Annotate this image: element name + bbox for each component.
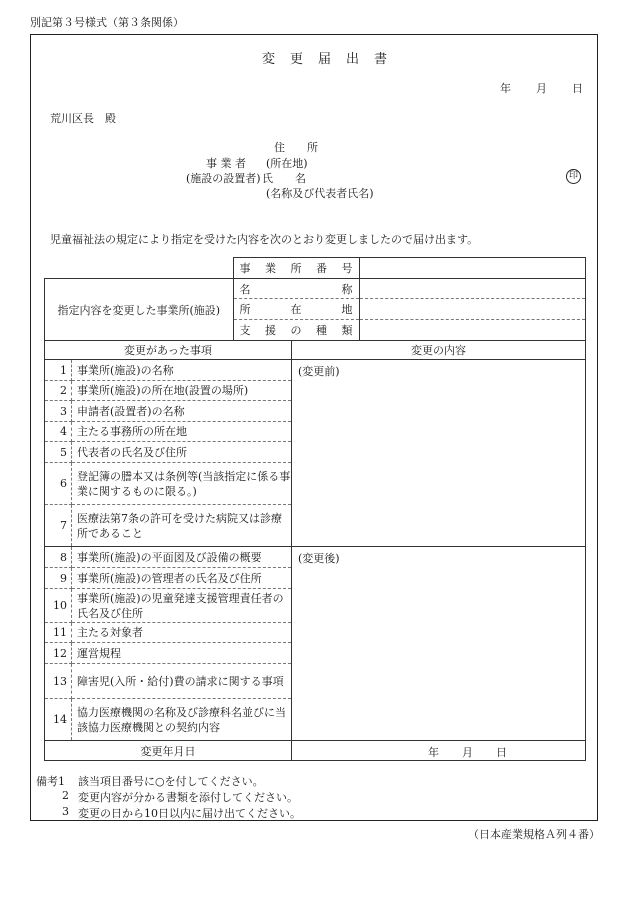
change-item-text: 協力医療機関の名称及び診療科名並びに当該協力医療機関との契約内容 [72,699,292,741]
facility-label-char: 所 [290,262,302,275]
note-text: 変更内容が分かる書類を添付してください。 [78,791,298,804]
change-item-text: 障害児(入所・給付)費の請求に関する事項 [72,664,292,699]
change-before-label: (変更前) [298,365,340,378]
change-item-number[interactable]: 7 [45,505,72,547]
change-date-year: 年 [428,746,439,759]
changes-content-header: 変更の内容 [292,341,586,360]
facility-label-char: 事 [239,262,251,275]
facility-label-char: 在 [290,303,302,316]
change-item-text: 事業所(施設)の平面図及び設備の概要 [72,547,292,568]
installer-label: (施設の設置者) [186,172,261,185]
facility-label-char: 種 [316,324,327,337]
change-item-text: 事業所(施設)の名称 [72,360,292,381]
change-item-text: 主たる事務所の所在地 [72,422,292,442]
note-prefix: 3 [62,805,69,818]
change-item-number[interactable]: 10 [45,589,72,623]
change-item-number[interactable]: 13 [45,664,72,699]
name-label: 氏 名 [262,172,306,185]
date-year: 年 [500,82,511,95]
change-item-text: 事業所(施設)の管理者の氏名及び住所 [72,568,292,589]
facility-label-char: 業 [265,262,276,275]
change-item-number[interactable]: 5 [45,442,72,463]
facility-label-char: 支 [239,324,251,337]
change-item-number[interactable]: 12 [45,643,72,664]
change-before-cell[interactable] [292,360,586,547]
change-item-number[interactable]: 8 [45,547,72,568]
change-item-text: 登記簿の謄本又は条例等(当該指定に係る事業に関するものに限る。) [72,463,292,505]
facility-label-char: 号 [341,262,353,275]
change-date-label: 変更年月日 [45,741,292,761]
facility-row-name-label [233,279,359,299]
note-prefix: 2 [62,789,69,802]
changes-table [44,340,586,761]
addressee: 荒川区長 殿 [50,112,116,125]
facility-group-label: 指定内容を変更した事業所(施設) [45,279,234,341]
change-after-cell[interactable] [292,547,586,741]
facility-label-char: 名 [239,282,251,296]
change-item-number[interactable]: 6 [45,463,72,505]
change-date-day: 日 [496,746,507,759]
address-label: 住 所 [274,141,318,154]
footer-standard: （日本産業規格Ａ列４番） [468,828,600,841]
change-date-month: 月 [462,746,473,759]
form-title: 変 更 届 出 書 [262,52,389,67]
facility-row-address-label [233,299,359,320]
change-item-text: 医療法第7条の許可を受けた病院又は診療所であること [72,505,292,547]
note-text: 変更の日から10日以内に届け出てください。 [78,807,301,820]
change-item-text: 事業所(施設)の児童発達支援管理責任者の氏名及び住所 [72,589,292,623]
business-label: 事 業 者 [206,157,246,170]
seal-icon: 印 [566,169,581,184]
facility-label-char: 番 [316,262,327,275]
date-day: 日 [572,82,583,95]
change-item-number[interactable]: 3 [45,401,72,422]
facility-table [44,257,586,341]
change-item-number[interactable]: 11 [45,623,72,643]
change-item-number[interactable]: 1 [45,360,72,381]
date-month: 月 [536,82,547,95]
representative-label: (名称及び代表者氏名) [266,187,374,200]
facility-row-name-value[interactable] [359,279,586,299]
change-item-text: 主たる対象者 [72,623,292,643]
facility-label-char: 所 [239,303,251,316]
change-item-number[interactable]: 9 [45,568,72,589]
location-label: (所在地) [266,157,308,170]
change-item-text: 運営規程 [72,643,292,664]
facility-row-type-label [233,320,359,341]
facility-row-number-label [233,258,359,279]
change-item-number[interactable]: 2 [45,381,72,401]
facility-row-address-value[interactable] [359,299,586,320]
change-item-text: 事業所(施設)の所在地(設置の場所) [72,381,292,401]
note-prefix: 備考1 [36,775,65,788]
statement: 児童福祉法の規定により指定を受けた内容を次のとおり変更しましたので届け出ます。 [50,233,479,246]
change-item-text: 代表者の氏名及び住所 [72,442,292,463]
facility-label-char: の [290,324,302,337]
form-header-note: 別記第３号様式（第３条関係） [30,16,184,29]
facility-row-type-value[interactable] [359,320,586,341]
facility-label-char: 地 [341,303,353,316]
change-date-value[interactable] [292,741,586,761]
facility-label-char: 類 [341,324,353,337]
facility-label-char: 援 [265,324,276,337]
facility-label-char: 称 [341,282,353,296]
facility-label-empty [45,258,234,279]
facility-row-number-value[interactable] [359,258,586,279]
change-after-label: (変更後) [298,552,340,565]
note-text: 該当項目番号に○を付してください。 [78,775,264,788]
change-item-text: 申請者(設置者)の名称 [72,401,292,422]
change-item-number[interactable]: 4 [45,422,72,442]
changes-items-header: 変更があった事項 [45,341,292,360]
change-item-number[interactable]: 14 [45,699,72,741]
